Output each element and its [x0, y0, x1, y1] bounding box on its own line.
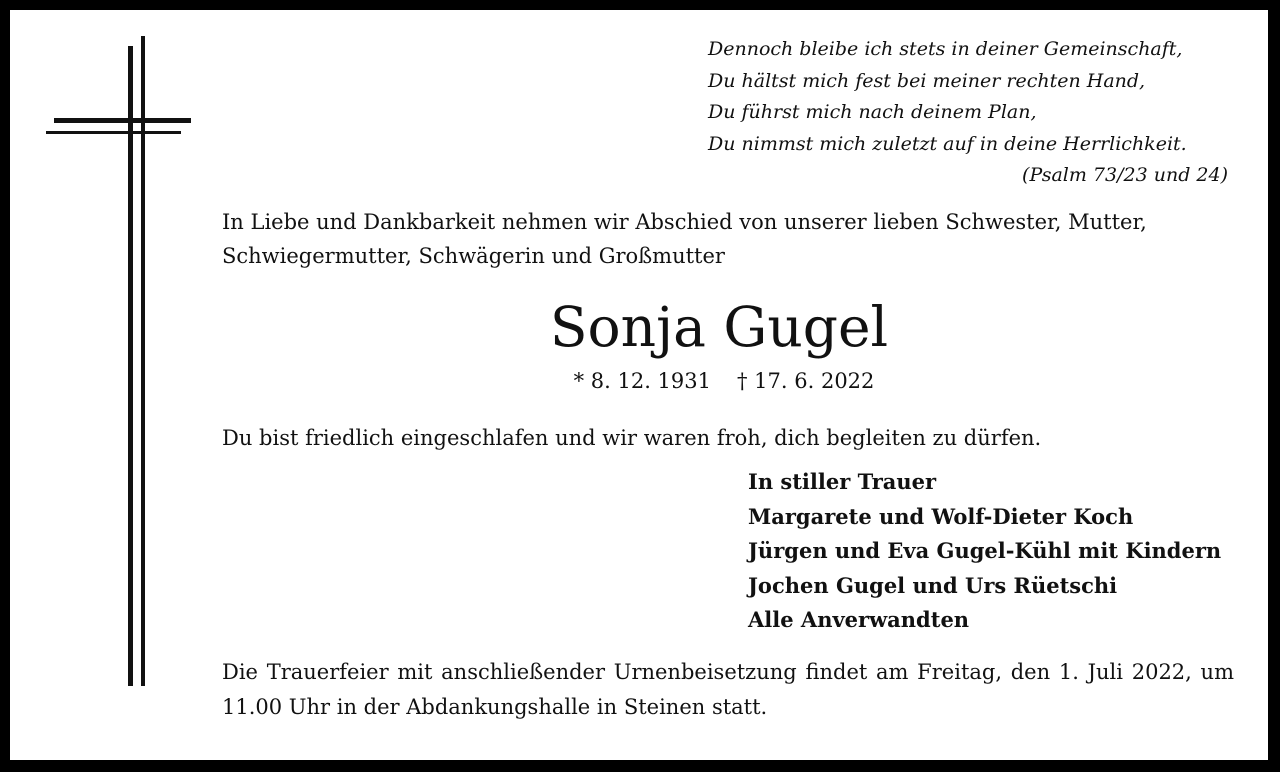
- mourners-list: [748, 465, 1221, 638]
- life-dates: [10, 366, 1268, 396]
- psalm-line: Du hältst mich fest bei meiner rechten Hand,: [708, 69, 1146, 92]
- psalm-quote: [708, 34, 1228, 192]
- cross-horizontal-bar: [54, 118, 191, 123]
- psalm-line: Dennoch bleibe ich stets in deiner Gemeinschaft,: [708, 38, 1183, 60]
- psalm-reference: (Psalm 73/23 und 24): [1022, 164, 1228, 186]
- cross-horizontal-bar: [46, 131, 181, 134]
- intro-text: In Liebe und Dankbarkeit nehmen wir Abschied von unserer lieben Schwester, Mutter, Schwiegermutter, Schwägerin und Großmutter: [222, 210, 1147, 268]
- deceased-name: Sonja Gugel: [549, 295, 889, 359]
- mourner-line: In stiller Trauer: [748, 469, 937, 494]
- psalm-line: Du führst mich nach deinem Plan,: [708, 101, 1037, 123]
- mourner-line: Jochen Gugel und Urs Rüetschi: [748, 572, 1118, 598]
- birth-date: * 8. 12. 1931: [573, 369, 711, 393]
- mourner-line: Jürgen und Eva Gugel-Kühl mit Kindern: [748, 538, 1222, 563]
- obituary-card: [10, 10, 1268, 760]
- farewell-statement: Du bist friedlich eingeschlafen und wir waren froh, dich begleiten zu dürfen.: [222, 426, 1042, 450]
- mourner-line: Margarete und Wolf-Dieter Koch: [748, 503, 1134, 529]
- funeral-notice: Die Trauerfeier mit anschließender Urnenbeisetzung findet am Freitag, den 1. Juli 2022, um 11.00 Uhr in der Abdankungshalle in Steinen statt.: [222, 660, 1234, 719]
- mourner-line: Alle Anverwandten: [748, 607, 970, 632]
- psalm-line: Du nimmst mich zuletzt auf in deine Herrlichkeit.: [708, 132, 1187, 155]
- death-date: † 17. 6. 2022: [737, 369, 875, 393]
